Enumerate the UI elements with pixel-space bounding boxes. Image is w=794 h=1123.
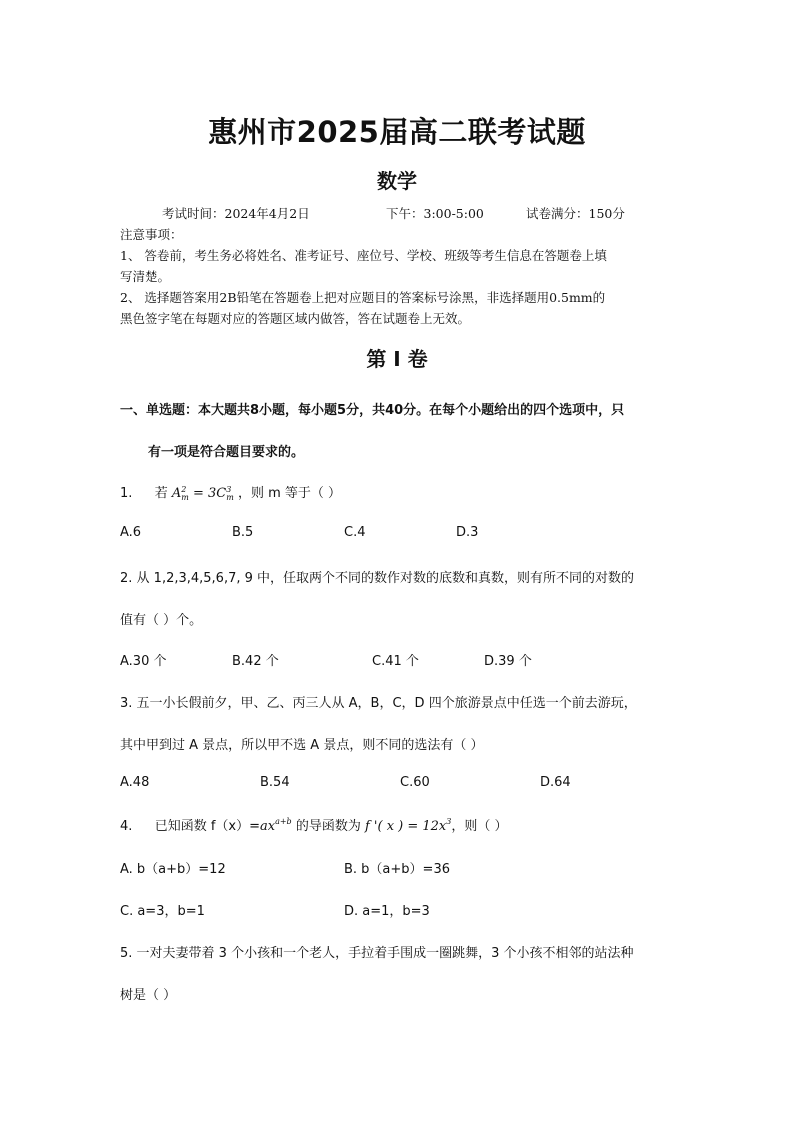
question-2-line-2: 值有（ ）个。 (120, 613, 203, 628)
question-text: ，则 m 等于（ ） (237, 486, 342, 501)
formula-A: A (171, 486, 182, 501)
question-2-line-1: 2. 从 1,2,3,4,5,6,7, 9 中，任取两个不同的数作对数的底数和真数，则有所不同的对数的 (120, 571, 635, 586)
q3-option-a: A.48 (120, 775, 150, 790)
question-number: 4. (120, 819, 133, 834)
q3-option-d: D.64 (540, 775, 571, 790)
part1-heading-line-2: 有一项是符合题目要求的。 (148, 445, 305, 460)
question-1 (120, 482, 341, 502)
notice-item-1-line-2: 写清楚。 (120, 269, 171, 284)
subject-title: 数学 (377, 169, 417, 193)
exam-period: 下午：3:00-5:00 (386, 206, 484, 221)
question-text: 已知函数 f（x）= (154, 819, 260, 834)
question-4 (120, 815, 508, 834)
formula-sup: 2 (181, 484, 187, 494)
question-number: 1. (120, 486, 133, 501)
question-text: ，则（ ） (451, 819, 508, 834)
q4-option-b: B. b（a+b）=36 (344, 862, 450, 877)
q2-option-a: A.30 个 (120, 654, 167, 669)
notice-item-1-line-1: 1、 答卷前，考生务必将姓名、准考证号、座位号、学校、班级等考生信息在答题卷上填 (120, 248, 607, 263)
section-title: 第 I 卷 (366, 347, 428, 371)
notice-heading: 注意事项： (120, 227, 183, 242)
q2-option-d: D.39 个 (484, 654, 532, 669)
question-text: 的导函数为 (295, 819, 361, 834)
formula-derivative: f '( x ) = 12x (364, 819, 447, 834)
notice-item-2-line-1: 2、 选择题答案用2B铅笔在答题卷上把对应题目的答案标号涂黑，非选择题用0.5mm的 (120, 290, 606, 305)
q2-option-c: C.41 个 (372, 654, 419, 669)
formula-sup: a+b (275, 817, 292, 826)
question-3-line-1: 3. 五一小长假前夕，甲、乙、丙三人从 A，B，C，D 四个旅游景点中任选一个前去游玩， (120, 696, 637, 711)
formula-sup: 3 (446, 817, 452, 826)
q1-option-d: D.3 (456, 525, 479, 540)
q3-option-b: B.54 (260, 775, 290, 790)
q1-option-a: A.6 (120, 525, 142, 540)
full-score: 试卷满分：150分 (526, 206, 625, 221)
q4-option-c: C. a=3，b=1 (120, 904, 205, 919)
formula-C: C (216, 486, 227, 501)
formula-sup: 3 (226, 484, 232, 494)
formula-ax: ax (259, 819, 276, 834)
notice-item-2-line-2: 黑色签字笔在每题对应的答题区域内做答，答在试题卷上无效。 (120, 311, 471, 326)
q1-option-c: C.4 (344, 525, 366, 540)
q4-option-a: A. b（a+b）=12 (120, 862, 226, 877)
q2-option-b: B.42 个 (232, 654, 279, 669)
part1-heading-line-1: 一、单选题：本大题共8小题，每小题5分，共40分。在每个小题给出的四个选项中，只 (120, 403, 625, 418)
q4-option-d: D. a=1，b=3 (344, 904, 430, 919)
exam-time: 考试时间：2024年4月2日 (162, 206, 310, 221)
q1-option-b: B.5 (232, 525, 254, 540)
q3-option-c: C.60 (400, 775, 430, 790)
question-5-line-2: 树是（ ） (120, 988, 177, 1003)
formula-eq: = 3 (188, 486, 217, 501)
question-3-line-2: 其中甲到过 A 景点，所以甲不选 A 景点，则不同的选法有（ ） (120, 738, 484, 753)
question-5-line-1: 5. 一对夫妻带着 3 个小孩和一个老人，手拉着手围成一圈跳舞，3 个小孩不相邻的站法种 (120, 946, 634, 961)
exam-title: 惠州市2025届高二联考试题 (208, 115, 586, 149)
formula-sub: m (181, 492, 189, 502)
question-text: 若 (154, 486, 168, 501)
formula-sub: m (226, 492, 234, 502)
